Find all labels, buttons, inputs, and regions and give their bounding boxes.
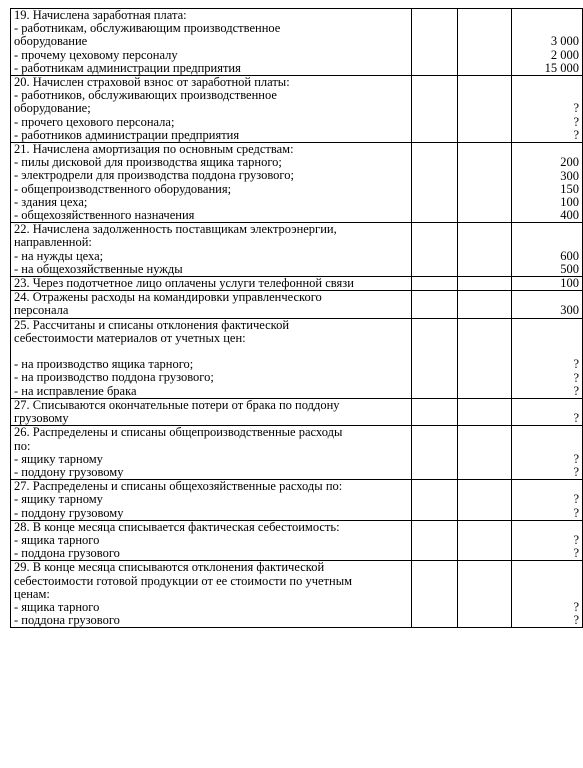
operation-line: - на нужды цеха; bbox=[14, 248, 104, 263]
amount-cell bbox=[512, 561, 583, 628]
debit-cell bbox=[412, 76, 458, 143]
amount-value: 100 bbox=[560, 194, 579, 209]
table-row bbox=[11, 76, 583, 143]
operation-line: - работникам администрации предприятия bbox=[14, 60, 241, 75]
operation-line: 20. Начислен страховой взнос от заработной платы: bbox=[14, 75, 290, 90]
operation-cell bbox=[11, 223, 412, 277]
credit-cell bbox=[458, 9, 512, 76]
amount-value: 600 bbox=[560, 248, 579, 263]
amount-value bbox=[514, 89, 579, 102]
amount-value bbox=[514, 575, 579, 588]
operation-cell bbox=[11, 520, 412, 561]
amount-cell bbox=[512, 223, 583, 277]
credit-cell bbox=[458, 426, 512, 480]
operation-line: - на общехозяйственные нужды bbox=[14, 261, 183, 276]
operation-line: 27. Списываются окончательные потери от брака по поддону bbox=[14, 397, 340, 412]
operation-line: - на исправление брака bbox=[14, 383, 137, 398]
amount-value bbox=[514, 588, 579, 601]
debit-cell bbox=[412, 561, 458, 628]
amount-value: 400 bbox=[560, 208, 579, 223]
amount-value: ? bbox=[573, 383, 579, 398]
amount-cell bbox=[512, 291, 583, 318]
operation-line: по: bbox=[14, 438, 31, 453]
amount-value: ? bbox=[573, 546, 579, 561]
table-row bbox=[11, 223, 583, 277]
credit-cell bbox=[458, 223, 512, 277]
operation-line: 24. Отражены расходы на командировки управленческого bbox=[14, 290, 322, 305]
operation-line: 25. Рассчитаны и списаны отклонения фактической bbox=[14, 317, 290, 332]
amount-value: 100 bbox=[560, 276, 579, 291]
operation-line: - общехозяйственного назначения bbox=[14, 208, 195, 223]
operation-line: персонала bbox=[14, 303, 69, 318]
debit-cell bbox=[412, 143, 458, 223]
amount-value: ? bbox=[573, 370, 579, 385]
amount-value bbox=[514, 9, 579, 22]
amount-value: ? bbox=[573, 599, 579, 614]
amount-value: ? bbox=[573, 411, 579, 426]
amount-value: 15 000 bbox=[544, 60, 579, 75]
amount-value bbox=[514, 237, 579, 250]
operation-line: грузовому bbox=[14, 411, 69, 426]
table-row bbox=[11, 277, 583, 291]
amount-value bbox=[514, 345, 579, 358]
operation-cell bbox=[11, 480, 412, 521]
operation-cell bbox=[11, 318, 412, 398]
amount-value: ? bbox=[573, 451, 579, 466]
transactions-table-body bbox=[11, 9, 583, 628]
amount-value: 300 bbox=[560, 303, 579, 318]
operation-cell bbox=[11, 291, 412, 318]
operation-cell bbox=[11, 143, 412, 223]
amount-cell bbox=[512, 277, 583, 291]
operation-line: 22. Начислена задолженность поставщикам электроэнергии, bbox=[14, 222, 337, 237]
debit-cell bbox=[412, 318, 458, 398]
debit-cell bbox=[412, 480, 458, 521]
operation-cell bbox=[11, 9, 412, 76]
operation-line: 27. Распределены и списаны общехозяйственные расходы по: bbox=[14, 479, 343, 494]
table-row bbox=[11, 520, 583, 561]
credit-cell bbox=[458, 76, 512, 143]
amount-value: ? bbox=[573, 127, 579, 142]
amount-value: 300 bbox=[560, 168, 579, 183]
operation-line: - ящика тарного bbox=[14, 532, 100, 547]
amount-value: ? bbox=[573, 114, 579, 129]
operation-line: 28. В конце месяца списывается фактическая себестоимость: bbox=[14, 519, 340, 534]
amount-value bbox=[514, 319, 579, 332]
amount-cell bbox=[512, 520, 583, 561]
operation-line: - ящику тарному bbox=[14, 451, 103, 466]
amount-value bbox=[514, 561, 579, 574]
operation-line: себестоимости материалов от учетных цен: bbox=[14, 330, 246, 345]
operation-line: - поддону грузовому bbox=[14, 505, 124, 520]
operation-line: направленной: bbox=[14, 235, 92, 250]
operation-line: 29. В конце месяца списываются отклонения фактической bbox=[14, 560, 325, 575]
amount-value bbox=[514, 521, 579, 534]
operation-line: - общепроизводственного оборудования; bbox=[14, 181, 232, 196]
amount-value: 150 bbox=[560, 181, 579, 196]
debit-cell bbox=[412, 277, 458, 291]
amount-value bbox=[514, 76, 579, 89]
amount-value bbox=[514, 223, 579, 236]
amount-value: ? bbox=[573, 505, 579, 520]
debit-cell bbox=[412, 9, 458, 76]
amount-value: ? bbox=[573, 492, 579, 507]
credit-cell bbox=[458, 520, 512, 561]
table-row bbox=[11, 398, 583, 425]
amount-value: 200 bbox=[560, 155, 579, 170]
operation-line: - прочему цеховому персоналу bbox=[14, 47, 178, 62]
amount-value: ? bbox=[573, 464, 579, 479]
credit-cell bbox=[458, 398, 512, 425]
operation-line: - поддона грузового bbox=[14, 613, 120, 628]
credit-cell bbox=[458, 277, 512, 291]
credit-cell bbox=[458, 561, 512, 628]
credit-cell bbox=[458, 480, 512, 521]
amount-value bbox=[514, 440, 579, 453]
table-row bbox=[11, 480, 583, 521]
table-row bbox=[11, 291, 583, 318]
operation-line: 19. Начислена заработная плата: bbox=[14, 8, 187, 22]
operation-line: оборудование; bbox=[14, 101, 91, 116]
operation-line: - на производство ящика тарного; bbox=[14, 357, 194, 372]
debit-cell bbox=[412, 426, 458, 480]
amount-cell bbox=[512, 76, 583, 143]
operation-line: оборудование bbox=[14, 34, 88, 49]
operation-line: - прочего цехового персонала; bbox=[14, 114, 175, 129]
credit-cell bbox=[458, 143, 512, 223]
amount-value bbox=[514, 399, 579, 412]
operation-line: - здания цеха; bbox=[14, 194, 88, 209]
operation-line: - электродрели для производства поддона грузового; bbox=[14, 168, 294, 183]
amount-value bbox=[514, 480, 579, 493]
debit-cell bbox=[412, 291, 458, 318]
amount-cell bbox=[512, 480, 583, 521]
credit-cell bbox=[458, 318, 512, 398]
table-row bbox=[11, 561, 583, 628]
operation-line: - работников, обслуживающих производственное bbox=[14, 88, 277, 103]
amount-value: ? bbox=[573, 532, 579, 547]
operation-line: - ящику тарному bbox=[14, 492, 103, 507]
operation-line: - поддона грузового bbox=[14, 546, 120, 561]
operation-cell bbox=[11, 426, 412, 480]
operation-cell bbox=[11, 277, 412, 291]
table-row bbox=[11, 318, 583, 398]
operation-line: 23. Через подотчетное лицо оплачены услуги телефонной связи bbox=[14, 276, 354, 291]
amount-value: 2 000 bbox=[550, 47, 579, 62]
amount-value bbox=[514, 332, 579, 345]
table-row bbox=[11, 9, 583, 76]
amount-cell bbox=[512, 398, 583, 425]
transactions-table bbox=[10, 8, 583, 628]
operation-line: - ящика тарного bbox=[14, 599, 100, 614]
credit-cell bbox=[458, 291, 512, 318]
operation-line: - работников администрации предприятия bbox=[14, 127, 240, 142]
debit-cell bbox=[412, 223, 458, 277]
operation-cell bbox=[11, 561, 412, 628]
table-row bbox=[11, 426, 583, 480]
operation-line: 26. Распределены и списаны общепроизводственные расходы bbox=[14, 425, 343, 440]
amount-value bbox=[514, 426, 579, 439]
amount-value: ? bbox=[573, 101, 579, 116]
operation-line: себестоимости готовой продукции от ее стоимости по учетным bbox=[14, 573, 353, 588]
debit-cell bbox=[412, 398, 458, 425]
amount-cell bbox=[512, 143, 583, 223]
amount-value: ? bbox=[573, 613, 579, 628]
operation-cell bbox=[11, 398, 412, 425]
amount-value: 500 bbox=[560, 261, 579, 276]
operation-line: ценам: bbox=[14, 586, 50, 601]
table-row bbox=[11, 143, 583, 223]
operation-line: - на производство поддона грузового; bbox=[14, 370, 214, 385]
debit-cell bbox=[412, 520, 458, 561]
operation-line: - работникам, обслуживающим производственное bbox=[14, 21, 281, 36]
operation-line: - пилы дисковой для производства ящика тарного; bbox=[14, 155, 282, 170]
amount-cell bbox=[512, 9, 583, 76]
amount-cell bbox=[512, 426, 583, 480]
amount-value: 3 000 bbox=[550, 34, 579, 49]
operation-line: - поддону грузовому bbox=[14, 464, 124, 479]
operation-line: 21. Начислена амортизация по основным средствам: bbox=[14, 142, 294, 157]
operation-cell bbox=[11, 76, 412, 143]
amount-value: ? bbox=[573, 357, 579, 372]
amount-cell bbox=[512, 318, 583, 398]
